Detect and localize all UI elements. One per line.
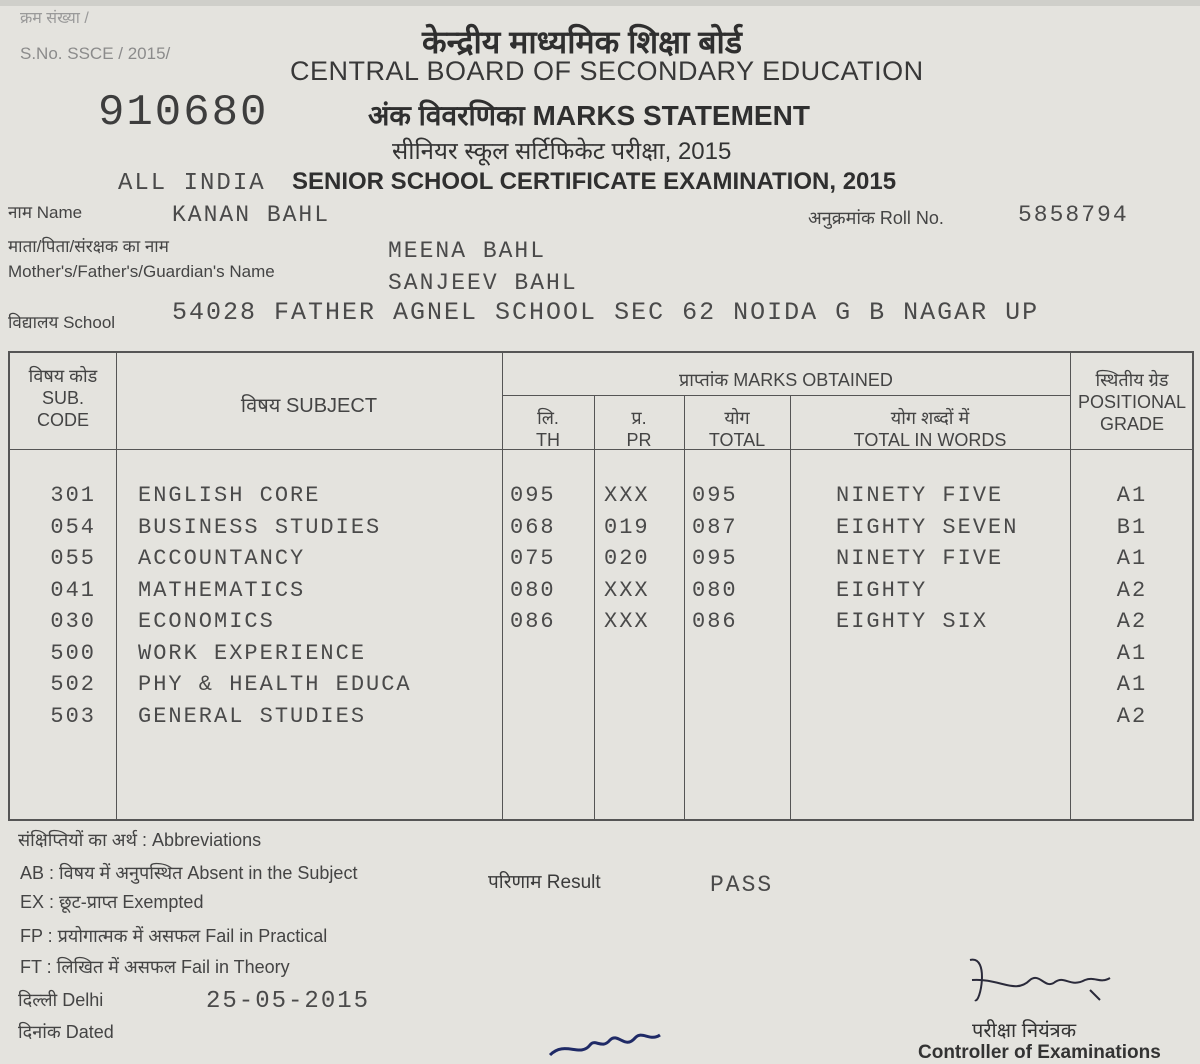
row-grade: A1 (1116, 546, 1148, 571)
board-title-hindi: केन्द्रीय माध्यमिक शिक्षा बोर्ड (422, 24, 742, 60)
school-label: विद्यालय School (8, 313, 116, 332)
grade-header-en2: GRADE (1099, 414, 1164, 434)
student-name: KANAN BAHL (172, 202, 331, 228)
practical-header-hindi: प्र. (631, 408, 647, 428)
row-pr: XXX (604, 609, 650, 634)
row-th: 095 (510, 483, 556, 508)
roll-number: 5858794 (1018, 202, 1129, 228)
row-grade: A2 (1116, 577, 1148, 603)
row-total: 080 (692, 577, 738, 603)
row-words: EIGHTY (836, 577, 928, 603)
code-header (10, 365, 116, 431)
grade-header-en1: POSITIONAL (1077, 392, 1187, 412)
row-subject: MATHEMATICS (138, 577, 306, 603)
subject-header: विषय SUBJECT (240, 395, 378, 417)
row-code: 503 (50, 703, 96, 729)
parent-label-hindi: माता/पिता/संरक्षक का नाम (8, 237, 169, 256)
row-total: 087 (692, 514, 738, 540)
date-label: दिनांक Dated (18, 1022, 114, 1042)
row-pr: XXX (604, 483, 650, 508)
row-subject: GENERAL STUDIES (138, 703, 367, 729)
abbr-fail-practical: FP : प्रयोगात्मक में असफल Fail in Practical (20, 926, 328, 946)
row-total: 095 (692, 483, 738, 508)
row-code: 054 (50, 514, 96, 540)
row-subject: ECONOMICS (138, 609, 275, 634)
grade-header-hindi: स्थितीय ग्रेड (1095, 370, 1169, 390)
row-subject: WORK EXPERIENCE (138, 640, 367, 666)
row-pr: XXX (604, 577, 650, 603)
serial-label: S.No. SSCE / 2015/ (20, 44, 171, 63)
place-label: दिल्ली Delhi (18, 990, 104, 1010)
row-subject: BUSINESS STUDIES (138, 514, 382, 540)
theory-header-en: TH (536, 430, 560, 450)
code-header-code: CODE (36, 410, 89, 430)
school-name: 54028 FATHER AGNEL SCHOOL SEC 62 NOIDA G B NAGAR UP (172, 298, 1040, 327)
parent-label: Mother's/Father's/Guardian's Name (8, 262, 275, 281)
theory-header-hindi: लि. (537, 408, 559, 428)
exam-title: SENIOR SCHOOL CERTIFICATE EXAMINATION, 2015 (292, 168, 897, 195)
row-grade: A1 (1116, 672, 1148, 697)
result-label: परिणाम Result (488, 872, 601, 893)
board-title: CENTRAL BOARD OF SECONDARY EDUCATION (290, 56, 924, 86)
abbr-fail-theory: FT : लिखित में असफल Fail in Theory (20, 957, 290, 977)
exam-title-prefix: ALL INDIA (118, 170, 266, 197)
controller-title: Controller of Examinations (918, 1042, 1161, 1063)
practical-header (594, 407, 684, 451)
abbr-exempted: EX : छूट-प्राप्त Exempted (20, 892, 204, 912)
abbreviations-title: संक्षिप्तियों का अर्थ : Abbreviations (18, 830, 262, 850)
exam-title-hindi: सीनियर स्कूल सर्टिफिकेट परीक्षा, 2015 (392, 138, 732, 165)
marks-obtained-header: प्राप्तांक MARKS OBTAINED (679, 370, 893, 390)
row-words: EIGHTY SIX (836, 609, 989, 634)
row-th: 075 (510, 546, 556, 571)
row-grade: A1 (1116, 483, 1148, 508)
result-value: PASS (710, 872, 774, 898)
row-pr: 019 (604, 514, 650, 540)
row-words: NINETY FIVE (836, 483, 1004, 508)
table-divider (594, 395, 595, 819)
marks-table (8, 351, 1194, 821)
table-divider (790, 395, 791, 819)
row-code: 301 (50, 483, 96, 508)
row-grade: A2 (1116, 609, 1148, 634)
abbr-absent: AB : विषय में अनुपस्थित Absent in the Subject (20, 863, 358, 883)
serial-number: 910680 (98, 88, 269, 138)
row-th: 086 (510, 609, 556, 634)
row-code: 030 (50, 609, 96, 634)
row-words: NINETY FIVE (836, 546, 1004, 571)
row-subject: PHY & HEALTH EDUCA (138, 672, 412, 697)
theory-header (502, 407, 594, 451)
row-subject: ENGLISH CORE (138, 483, 321, 508)
row-subject: ACCOUNTANCY (138, 546, 306, 571)
serial-label-hindi: क्रम संख्या / (20, 10, 89, 27)
row-th: 068 (510, 514, 556, 540)
father-name: SANJEEV BAHL (388, 270, 578, 296)
row-code: 055 (50, 546, 96, 571)
row-code: 502 (50, 672, 96, 697)
code-header-hindi: विषय कोड (28, 366, 98, 386)
controller-signature (960, 950, 1120, 1010)
row-total: 095 (692, 546, 738, 571)
row-pr: 020 (604, 546, 650, 571)
row-words: EIGHTY SEVEN (836, 514, 1019, 540)
row-grade: B1 (1116, 514, 1148, 540)
words-header (790, 407, 1070, 451)
grade-header (1070, 369, 1194, 435)
code-header-sub: SUB. (41, 388, 84, 408)
controller-title-hindi: परीक्षा नियंत्रक (972, 1020, 1077, 1042)
total-header-hindi: योग (724, 408, 750, 428)
row-grade: A2 (1116, 703, 1148, 729)
date-value: 25-05-2015 (206, 988, 371, 1015)
row-grade: A1 (1116, 640, 1148, 666)
table-divider (502, 395, 1070, 396)
words-header-hindi: योग शब्दों में (890, 408, 970, 428)
row-th: 080 (510, 577, 556, 603)
practical-header-en: PR (626, 430, 652, 450)
roll-label: अनुक्रमांक Roll No. (808, 208, 944, 228)
words-header-en: TOTAL IN WORDS (853, 430, 1007, 450)
top-border (0, 0, 1200, 6)
handwritten-ink-mark (540, 1010, 670, 1062)
name-label: नाम Name (8, 203, 83, 222)
row-code: 500 (50, 640, 96, 666)
row-code: 041 (50, 577, 96, 603)
table-divider (116, 353, 117, 819)
table-divider (684, 395, 685, 819)
statement-title: अंक विवरणिका MARKS STATEMENT (368, 100, 810, 131)
total-header-en: TOTAL (708, 430, 766, 450)
mother-name: MEENA BAHL (388, 238, 547, 264)
row-total: 086 (692, 609, 738, 634)
total-header (684, 407, 790, 451)
